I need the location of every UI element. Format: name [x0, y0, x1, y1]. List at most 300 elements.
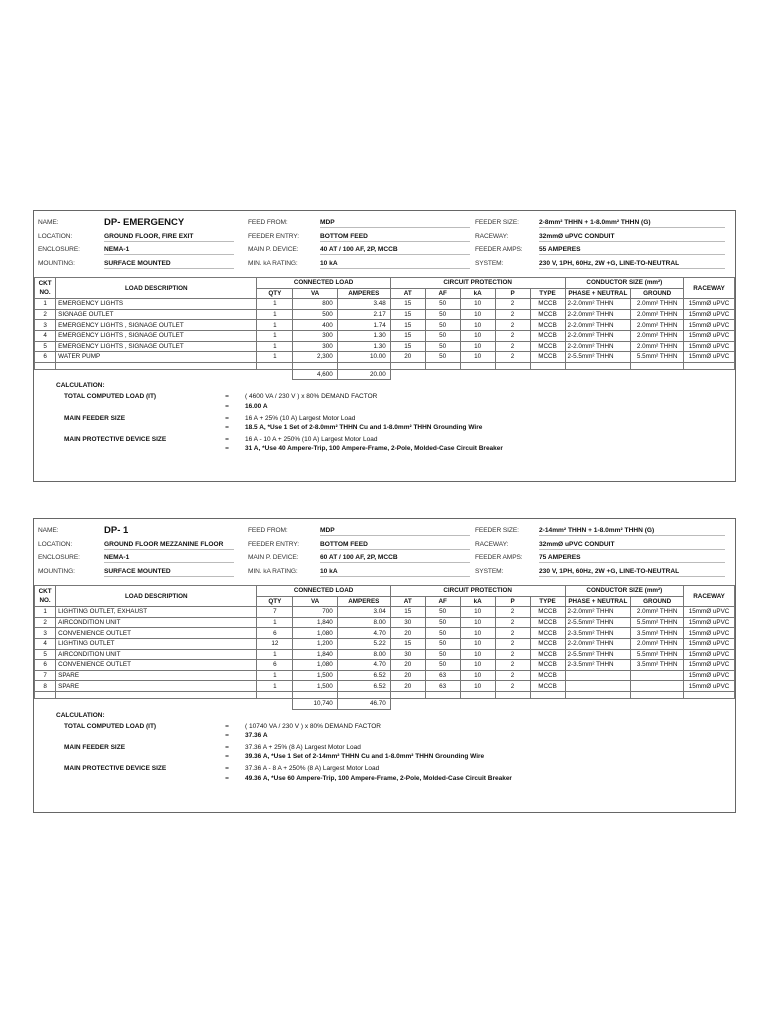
- ground-header: GROUND: [631, 596, 684, 607]
- cell-ka: 10: [460, 617, 495, 628]
- mounting-value: SURFACE MOUNTED: [104, 568, 234, 577]
- name-value: DP- EMERGENCY: [104, 217, 185, 228]
- calculation-value: 31 A, *Use 40 Ampere-Trip, 100 Ampere-Frame, 2-Pole, Molded-Case Circuit Breaker: [245, 445, 503, 453]
- phase-neutral-header: PHASE + NEUTRAL: [565, 288, 631, 299]
- cell-qty: 1: [257, 299, 293, 310]
- equals-sign: =: [225, 435, 229, 443]
- total-amperes: 46.70: [337, 698, 390, 709]
- cell-rw: 15mmØ uPVC: [684, 649, 735, 660]
- cell-pn: 2-2.0mm² THHN: [565, 299, 631, 310]
- cell-ka: 10: [460, 309, 495, 320]
- cell-qty: 1: [257, 330, 293, 341]
- cell-desc: SPARE: [56, 670, 257, 681]
- table-row: [35, 628, 735, 639]
- cell-ka: 10: [460, 638, 495, 649]
- cell-af: 50: [425, 649, 460, 660]
- panel-header: [34, 519, 735, 585]
- panel-schedule-dp-emergency: [33, 210, 736, 482]
- panel-header: [34, 211, 735, 277]
- cell-at: 20: [390, 628, 425, 639]
- cell-va: 1,080: [293, 628, 337, 639]
- cell-amp: 10.00: [337, 352, 390, 363]
- calculation-value: 16 A + 25% (10 A) Largest Motor Load: [245, 414, 356, 422]
- cell-va: 700: [293, 607, 337, 618]
- total-va: 10,740: [293, 698, 337, 709]
- cell-at: 20: [390, 681, 425, 692]
- cell-amp: 3.04: [337, 607, 390, 618]
- cell-pn: 2-5.5mm² THHN: [565, 617, 631, 628]
- cell-p: 2: [495, 341, 530, 352]
- equals-sign: =: [225, 743, 229, 751]
- min-ka-label: MIN. kA RATING:: [248, 567, 298, 575]
- amperes-header: AMPERES: [337, 288, 390, 299]
- cell-desc: EMERGENCY LIGHTS , SIGNAGE OUTLET: [56, 330, 257, 341]
- cell-desc: WATER PUMP: [56, 352, 257, 363]
- cell-gnd: 3.5mm² THHN: [631, 660, 684, 671]
- cell-type: MCCB: [530, 309, 565, 320]
- feed-from-value: MDP: [320, 219, 470, 228]
- cell-gnd: 5.5mm² THHN: [631, 352, 684, 363]
- ckt-no-header: CKT NO.: [35, 586, 56, 607]
- type-header: TYPE: [530, 596, 565, 607]
- qty-header: QTY: [257, 596, 293, 607]
- equals-sign: =: [225, 393, 229, 401]
- cell-pn: 2-3.5mm² THHN: [565, 660, 631, 671]
- cell-va: 1,500: [293, 670, 337, 681]
- circuit-protection-header: CIRCUIT PROTECTION: [390, 586, 565, 597]
- main-device-value: 40 AT / 100 AF, 2P, MCCB: [320, 246, 470, 255]
- cell-qty: 1: [257, 341, 293, 352]
- cell-ka: 10: [460, 681, 495, 692]
- total-va: 4,600: [293, 369, 337, 380]
- cell-type: MCCB: [530, 617, 565, 628]
- cell-gnd: 5.5mm² THHN: [631, 617, 684, 628]
- cell-p: 2: [495, 660, 530, 671]
- raceway-header: RACEWAY: [684, 278, 735, 299]
- feeder-entry-value: BOTTOM FEED: [320, 233, 470, 242]
- cell-pn: 2-2.0mm² THHN: [565, 607, 631, 618]
- feeder-size-label: FEEDER SIZE:: [475, 219, 519, 226]
- location-label: LOCATION:: [38, 540, 73, 548]
- header-row: [34, 552, 735, 565]
- calculation-value: 37.36 A - 8 A + 250% (8 A) Largest Motor Load: [245, 764, 380, 772]
- cell-gnd: 2.0mm² THHN: [631, 607, 684, 618]
- cell-amp: 4.70: [337, 628, 390, 639]
- cell-ckt: 2: [35, 309, 56, 320]
- cell-pn: 2-2.0mm² THHN: [565, 330, 631, 341]
- table-row: [35, 670, 735, 681]
- cell-va: 400: [293, 320, 337, 331]
- mounting-value: SURFACE MOUNTED: [104, 260, 234, 269]
- cell-at: 30: [390, 617, 425, 628]
- header-row: [34, 244, 735, 257]
- cell-amp: 5.22: [337, 638, 390, 649]
- cell-pn: 2-2.0mm² THHN: [565, 309, 631, 320]
- header-row: [34, 539, 735, 552]
- cell-ckt: 5: [35, 649, 56, 660]
- cell-p: 2: [495, 681, 530, 692]
- cell-ckt: 1: [35, 299, 56, 310]
- calculation-value: ( 4600 VA / 230 V ) x 80% DEMAND FACTOR: [245, 393, 378, 401]
- cell-ckt: 7: [35, 670, 56, 681]
- cell-amp: 4.70: [337, 660, 390, 671]
- calculation-value: 37.36 A: [245, 732, 268, 740]
- cell-p: 2: [495, 638, 530, 649]
- conductor-size-header: CONDUCTOR SIZE (mm²): [565, 586, 684, 597]
- cell-qty: 6: [257, 660, 293, 671]
- cell-rw: 15mmØ uPVC: [684, 681, 735, 692]
- cell-af: 50: [425, 330, 460, 341]
- main-device-label: MAIN P. DEVICE:: [248, 246, 299, 253]
- cell-type: MCCB: [530, 649, 565, 660]
- cell-ckt: 8: [35, 681, 56, 692]
- cell-va: 2,300: [293, 352, 337, 363]
- calculation-line: [34, 732, 735, 741]
- min-ka-label: MIN. kA RATING:: [248, 259, 298, 267]
- load-description-header: LOAD DESCRIPTION: [56, 586, 257, 607]
- equals-sign: =: [225, 774, 229, 782]
- cell-p: 2: [495, 670, 530, 681]
- feeder-amps-label: FEEDER AMPS:: [475, 246, 523, 253]
- cell-rw: 15mmØ uPVC: [684, 607, 735, 618]
- table-row: [35, 681, 735, 692]
- cell-af: 50: [425, 341, 460, 352]
- cell-af: 50: [425, 617, 460, 628]
- cell-desc: LIGHTING OUTLET, EXHAUST: [56, 607, 257, 618]
- cell-p: 2: [495, 330, 530, 341]
- name-value: DP- 1: [104, 525, 129, 536]
- cell-qty: 7: [257, 607, 293, 618]
- cell-p: 2: [495, 320, 530, 331]
- cell-amp: 6.52: [337, 670, 390, 681]
- calculation-value: 37.36 A + 25% (8 A) Largest Motor Load: [245, 743, 361, 751]
- equals-sign: =: [225, 753, 229, 761]
- calculation-value: 16.00 A: [245, 402, 268, 410]
- cell-gnd: 5.5mm² THHN: [631, 649, 684, 660]
- cell-type: MCCB: [530, 299, 565, 310]
- cell-va: 1,500: [293, 681, 337, 692]
- load-schedule-table: [34, 585, 735, 710]
- cell-gnd: [631, 681, 684, 692]
- cell-qty: 6: [257, 628, 293, 639]
- equals-sign: =: [225, 414, 229, 422]
- cell-type: MCCB: [530, 681, 565, 692]
- va-header: VA: [293, 596, 337, 607]
- cell-type: MCCB: [530, 352, 565, 363]
- cell-gnd: 2.0mm² THHN: [631, 330, 684, 341]
- calculation-value: 16 A - 10 A + 250% (10 A) Largest Motor Load: [245, 435, 378, 443]
- cell-gnd: 2.0mm² THHN: [631, 299, 684, 310]
- cell-ckt: 6: [35, 660, 56, 671]
- cell-p: 2: [495, 309, 530, 320]
- ckt-no-header: CKT NO.: [35, 278, 56, 299]
- cell-type: MCCB: [530, 670, 565, 681]
- cell-rw: 15mmØ uPVC: [684, 660, 735, 671]
- ground-header: GROUND: [631, 288, 684, 299]
- cell-qty: 1: [257, 649, 293, 660]
- amperes-header: AMPERES: [337, 596, 390, 607]
- cell-amp: 2.17: [337, 309, 390, 320]
- calculation-line: [34, 723, 735, 732]
- phase-neutral-header: PHASE + NEUTRAL: [565, 596, 631, 607]
- cell-gnd: [631, 670, 684, 681]
- enclosure-value: NEMA-1: [104, 554, 234, 563]
- header-row: [34, 231, 735, 244]
- cell-qty: 1: [257, 670, 293, 681]
- mounting-label: MOUNTING:: [38, 567, 75, 575]
- equals-sign: =: [225, 445, 229, 453]
- cell-af: 50: [425, 352, 460, 363]
- cell-af: 50: [425, 309, 460, 320]
- type-header: TYPE: [530, 288, 565, 299]
- cell-ckt: 6: [35, 352, 56, 363]
- cell-rw: 15mmØ uPVC: [684, 330, 735, 341]
- system-value: 230 V, 1PH, 60Hz, 2W +G, LINE-TO-NEUTRAL: [539, 568, 725, 577]
- cell-gnd: 2.0mm² THHN: [631, 638, 684, 649]
- cell-af: 50: [425, 660, 460, 671]
- cell-at: 15: [390, 309, 425, 320]
- cell-ka: 10: [460, 607, 495, 618]
- cell-at: 15: [390, 299, 425, 310]
- cell-at: 15: [390, 320, 425, 331]
- cell-pn: 2-2.0mm² THHN: [565, 320, 631, 331]
- cell-desc: LIGHTING OUTLET: [56, 638, 257, 649]
- cell-rw: 15mmØ uPVC: [684, 299, 735, 310]
- p-header: P: [495, 288, 530, 299]
- cell-p: 2: [495, 299, 530, 310]
- equals-sign: =: [225, 732, 229, 740]
- feeder-size-label: FEEDER SIZE:: [475, 527, 519, 534]
- cell-pn: 2-5.5mm² THHN: [565, 649, 631, 660]
- cell-amp: 6.52: [337, 681, 390, 692]
- cell-ka: 10: [460, 341, 495, 352]
- cell-af: 50: [425, 628, 460, 639]
- load-schedule-table: [34, 277, 735, 380]
- location-value: GROUND FLOOR MEZZANINE FLOOR: [104, 541, 234, 550]
- cell-type: MCCB: [530, 638, 565, 649]
- cell-pn: [565, 670, 631, 681]
- cell-va: 500: [293, 309, 337, 320]
- qty-header: QTY: [257, 288, 293, 299]
- table-row: [35, 320, 735, 331]
- cell-desc: EMERGENCY LIGHTS: [56, 299, 257, 310]
- cell-ka: 10: [460, 299, 495, 310]
- cell-va: 1,200: [293, 638, 337, 649]
- table-row: [35, 617, 735, 628]
- cell-gnd: 2.0mm² THHN: [631, 309, 684, 320]
- calculation-item: MAIN FEEDER SIZE: [64, 743, 126, 751]
- table-row: [35, 638, 735, 649]
- cell-ka: 10: [460, 660, 495, 671]
- cell-qty: 1: [257, 617, 293, 628]
- cell-ckt: 3: [35, 320, 56, 331]
- cell-rw: 15mmØ uPVC: [684, 309, 735, 320]
- calculation-value: 39.36 A, *Use 1 Set of 2-14mm² THHN Cu and 1-8.0mm² THHN Grounding Wire: [245, 753, 485, 761]
- feeder-entry-label: FEEDER ENTRY:: [248, 540, 299, 548]
- cell-type: MCCB: [530, 330, 565, 341]
- cell-p: 2: [495, 649, 530, 660]
- total-amperes: 20.00: [337, 369, 390, 380]
- cell-p: 2: [495, 628, 530, 639]
- cell-rw: 15mmØ uPVC: [684, 638, 735, 649]
- cell-p: 2: [495, 617, 530, 628]
- column-group-header: [35, 278, 735, 289]
- cell-qty: 1: [257, 352, 293, 363]
- cell-ka: 10: [460, 320, 495, 331]
- cell-ckt: 5: [35, 341, 56, 352]
- calculation-line: [34, 393, 735, 402]
- cell-type: MCCB: [530, 607, 565, 618]
- mounting-label: MOUNTING:: [38, 259, 75, 267]
- cell-pn: [565, 681, 631, 692]
- feed-from-label: FEED FROM:: [248, 219, 288, 226]
- raceway-value: 32mmØ uPVC CONDUIT: [539, 541, 725, 550]
- feeder-amps-value: 55 AMPERES: [539, 246, 725, 255]
- cell-ka: 10: [460, 352, 495, 363]
- table-row: [35, 309, 735, 320]
- cell-type: MCCB: [530, 320, 565, 331]
- cell-ka: 10: [460, 649, 495, 660]
- table-row: [35, 352, 735, 363]
- cell-pn: 2-3.5mm² THHN: [565, 628, 631, 639]
- raceway-label: RACEWAY:: [475, 540, 509, 548]
- calculation-item: TOTAL COMPUTED LOAD (IT): [64, 722, 157, 730]
- equals-sign: =: [225, 764, 229, 772]
- cell-desc: AIRCONDITION UNIT: [56, 617, 257, 628]
- cell-desc: EMERGENCY LIGHTS , SIGNAGE OUTLET: [56, 320, 257, 331]
- cell-va: 300: [293, 330, 337, 341]
- min-ka-value: 10 kA: [320, 260, 470, 269]
- header-row: [34, 525, 735, 538]
- location-label: LOCATION:: [38, 232, 73, 240]
- cell-at: 15: [390, 330, 425, 341]
- calculation-item: TOTAL COMPUTED LOAD (IT): [64, 393, 157, 401]
- cell-desc: EMERGENCY LIGHTS , SIGNAGE OUTLET: [56, 341, 257, 352]
- cell-rw: 15mmØ uPVC: [684, 617, 735, 628]
- cell-qty: 1: [257, 681, 293, 692]
- equals-sign: =: [225, 424, 229, 432]
- column-group-header: [35, 586, 735, 597]
- cell-qty: 1: [257, 309, 293, 320]
- totals-row: [35, 369, 735, 380]
- cell-af: 50: [425, 607, 460, 618]
- cell-amp: 8.00: [337, 649, 390, 660]
- equals-sign: =: [225, 402, 229, 410]
- calculation-line: [34, 744, 735, 753]
- p-header: P: [495, 596, 530, 607]
- blank-row: [35, 362, 735, 369]
- totals-row: [35, 698, 735, 709]
- at-header: AT: [390, 288, 425, 299]
- location-value: GROUND FLOOR, FIRE EXIT: [104, 233, 234, 242]
- main-device-value: 60 AT / 100 AF, 2P, MCCB: [320, 554, 470, 563]
- cell-pn: 2-5.5mm² THHN: [565, 352, 631, 363]
- cell-ka: 10: [460, 330, 495, 341]
- blank-row: [35, 691, 735, 698]
- cell-rw: 15mmØ uPVC: [684, 352, 735, 363]
- cell-amp: 1.30: [337, 341, 390, 352]
- cell-af: 50: [425, 320, 460, 331]
- feeder-amps-label: FEEDER AMPS:: [475, 554, 523, 561]
- calculation-item: MAIN PROTECTIVE DEVICE SIZE: [64, 435, 167, 443]
- feeder-amps-value: 75 AMPERES: [539, 554, 725, 563]
- cell-at: 20: [390, 670, 425, 681]
- calculation-line: [34, 445, 735, 454]
- cell-pn: 2-2.0mm² THHN: [565, 341, 631, 352]
- table-row: [35, 330, 735, 341]
- cell-ka: 10: [460, 670, 495, 681]
- cell-gnd: 3.5mm² THHN: [631, 628, 684, 639]
- calculation-line: [34, 765, 735, 774]
- table-row: [35, 607, 735, 618]
- at-header: AT: [390, 596, 425, 607]
- cell-at: 30: [390, 649, 425, 660]
- calculation-line: [34, 753, 735, 762]
- cell-qty: 12: [257, 638, 293, 649]
- calculation-value: 18.5 A, *Use 1 Set of 2-8.0mm² THHN Cu and 1-8.0mm² THHN Grounding Wire: [245, 424, 483, 432]
- enclosure-label: ENCLOSURE:: [38, 246, 80, 253]
- cell-desc: CONVENIENCE OUTLET: [56, 660, 257, 671]
- calculation-section: [34, 382, 735, 472]
- feeder-entry-value: BOTTOM FEED: [320, 541, 470, 550]
- cell-at: 15: [390, 341, 425, 352]
- cell-ckt: 1: [35, 607, 56, 618]
- calculation-value: ( 10740 VA / 230 V ) x 80% DEMAND FACTOR: [245, 722, 381, 730]
- calculation-line: [34, 775, 735, 784]
- cell-desc: CONVENIENCE OUTLET: [56, 628, 257, 639]
- cell-gnd: 2.0mm² THHN: [631, 320, 684, 331]
- enclosure-label: ENCLOSURE:: [38, 554, 80, 561]
- calculation-line: [34, 403, 735, 412]
- cell-af: 63: [425, 670, 460, 681]
- connected-load-header: CONNECTED LOAD: [257, 586, 390, 597]
- feeder-size-value: 2-14mm² THHN + 1-8.0mm² THHN (G): [539, 527, 725, 536]
- table-row: [35, 341, 735, 352]
- cell-at: 20: [390, 660, 425, 671]
- cell-ka: 10: [460, 628, 495, 639]
- ka-header: kA: [460, 288, 495, 299]
- cell-amp: 8.00: [337, 617, 390, 628]
- cell-at: 20: [390, 352, 425, 363]
- system-label: SYSTEM:: [475, 259, 504, 267]
- table-row: [35, 649, 735, 660]
- va-header: VA: [293, 288, 337, 299]
- cell-desc: SPARE: [56, 681, 257, 692]
- af-header: AF: [425, 596, 460, 607]
- cell-rw: 15mmØ uPVC: [684, 670, 735, 681]
- feeder-size-value: 2-8mm² THHN + 1-8.0mm² THHN (G): [539, 219, 725, 228]
- cell-ckt: 4: [35, 638, 56, 649]
- min-ka-value: 10 kA: [320, 568, 470, 577]
- cell-at: 15: [390, 638, 425, 649]
- raceway-value: 32mmØ uPVC CONDUIT: [539, 233, 725, 242]
- system-label: SYSTEM:: [475, 567, 504, 575]
- cell-at: 15: [390, 607, 425, 618]
- cell-amp: 1.30: [337, 330, 390, 341]
- cell-rw: 15mmØ uPVC: [684, 341, 735, 352]
- table-row: [35, 660, 735, 671]
- cell-qty: 1: [257, 320, 293, 331]
- cell-af: 63: [425, 681, 460, 692]
- system-value: 230 V, 1PH, 60Hz, 2W +G, LINE-TO-NEUTRAL: [539, 260, 725, 269]
- calculation-item: MAIN FEEDER SIZE: [64, 414, 126, 422]
- cell-va: 800: [293, 299, 337, 310]
- table-row: [35, 299, 735, 310]
- feed-from-value: MDP: [320, 527, 470, 536]
- cell-va: 1,840: [293, 617, 337, 628]
- calculation-section: [34, 712, 735, 802]
- cell-gnd: 2.0mm² THHN: [631, 341, 684, 352]
